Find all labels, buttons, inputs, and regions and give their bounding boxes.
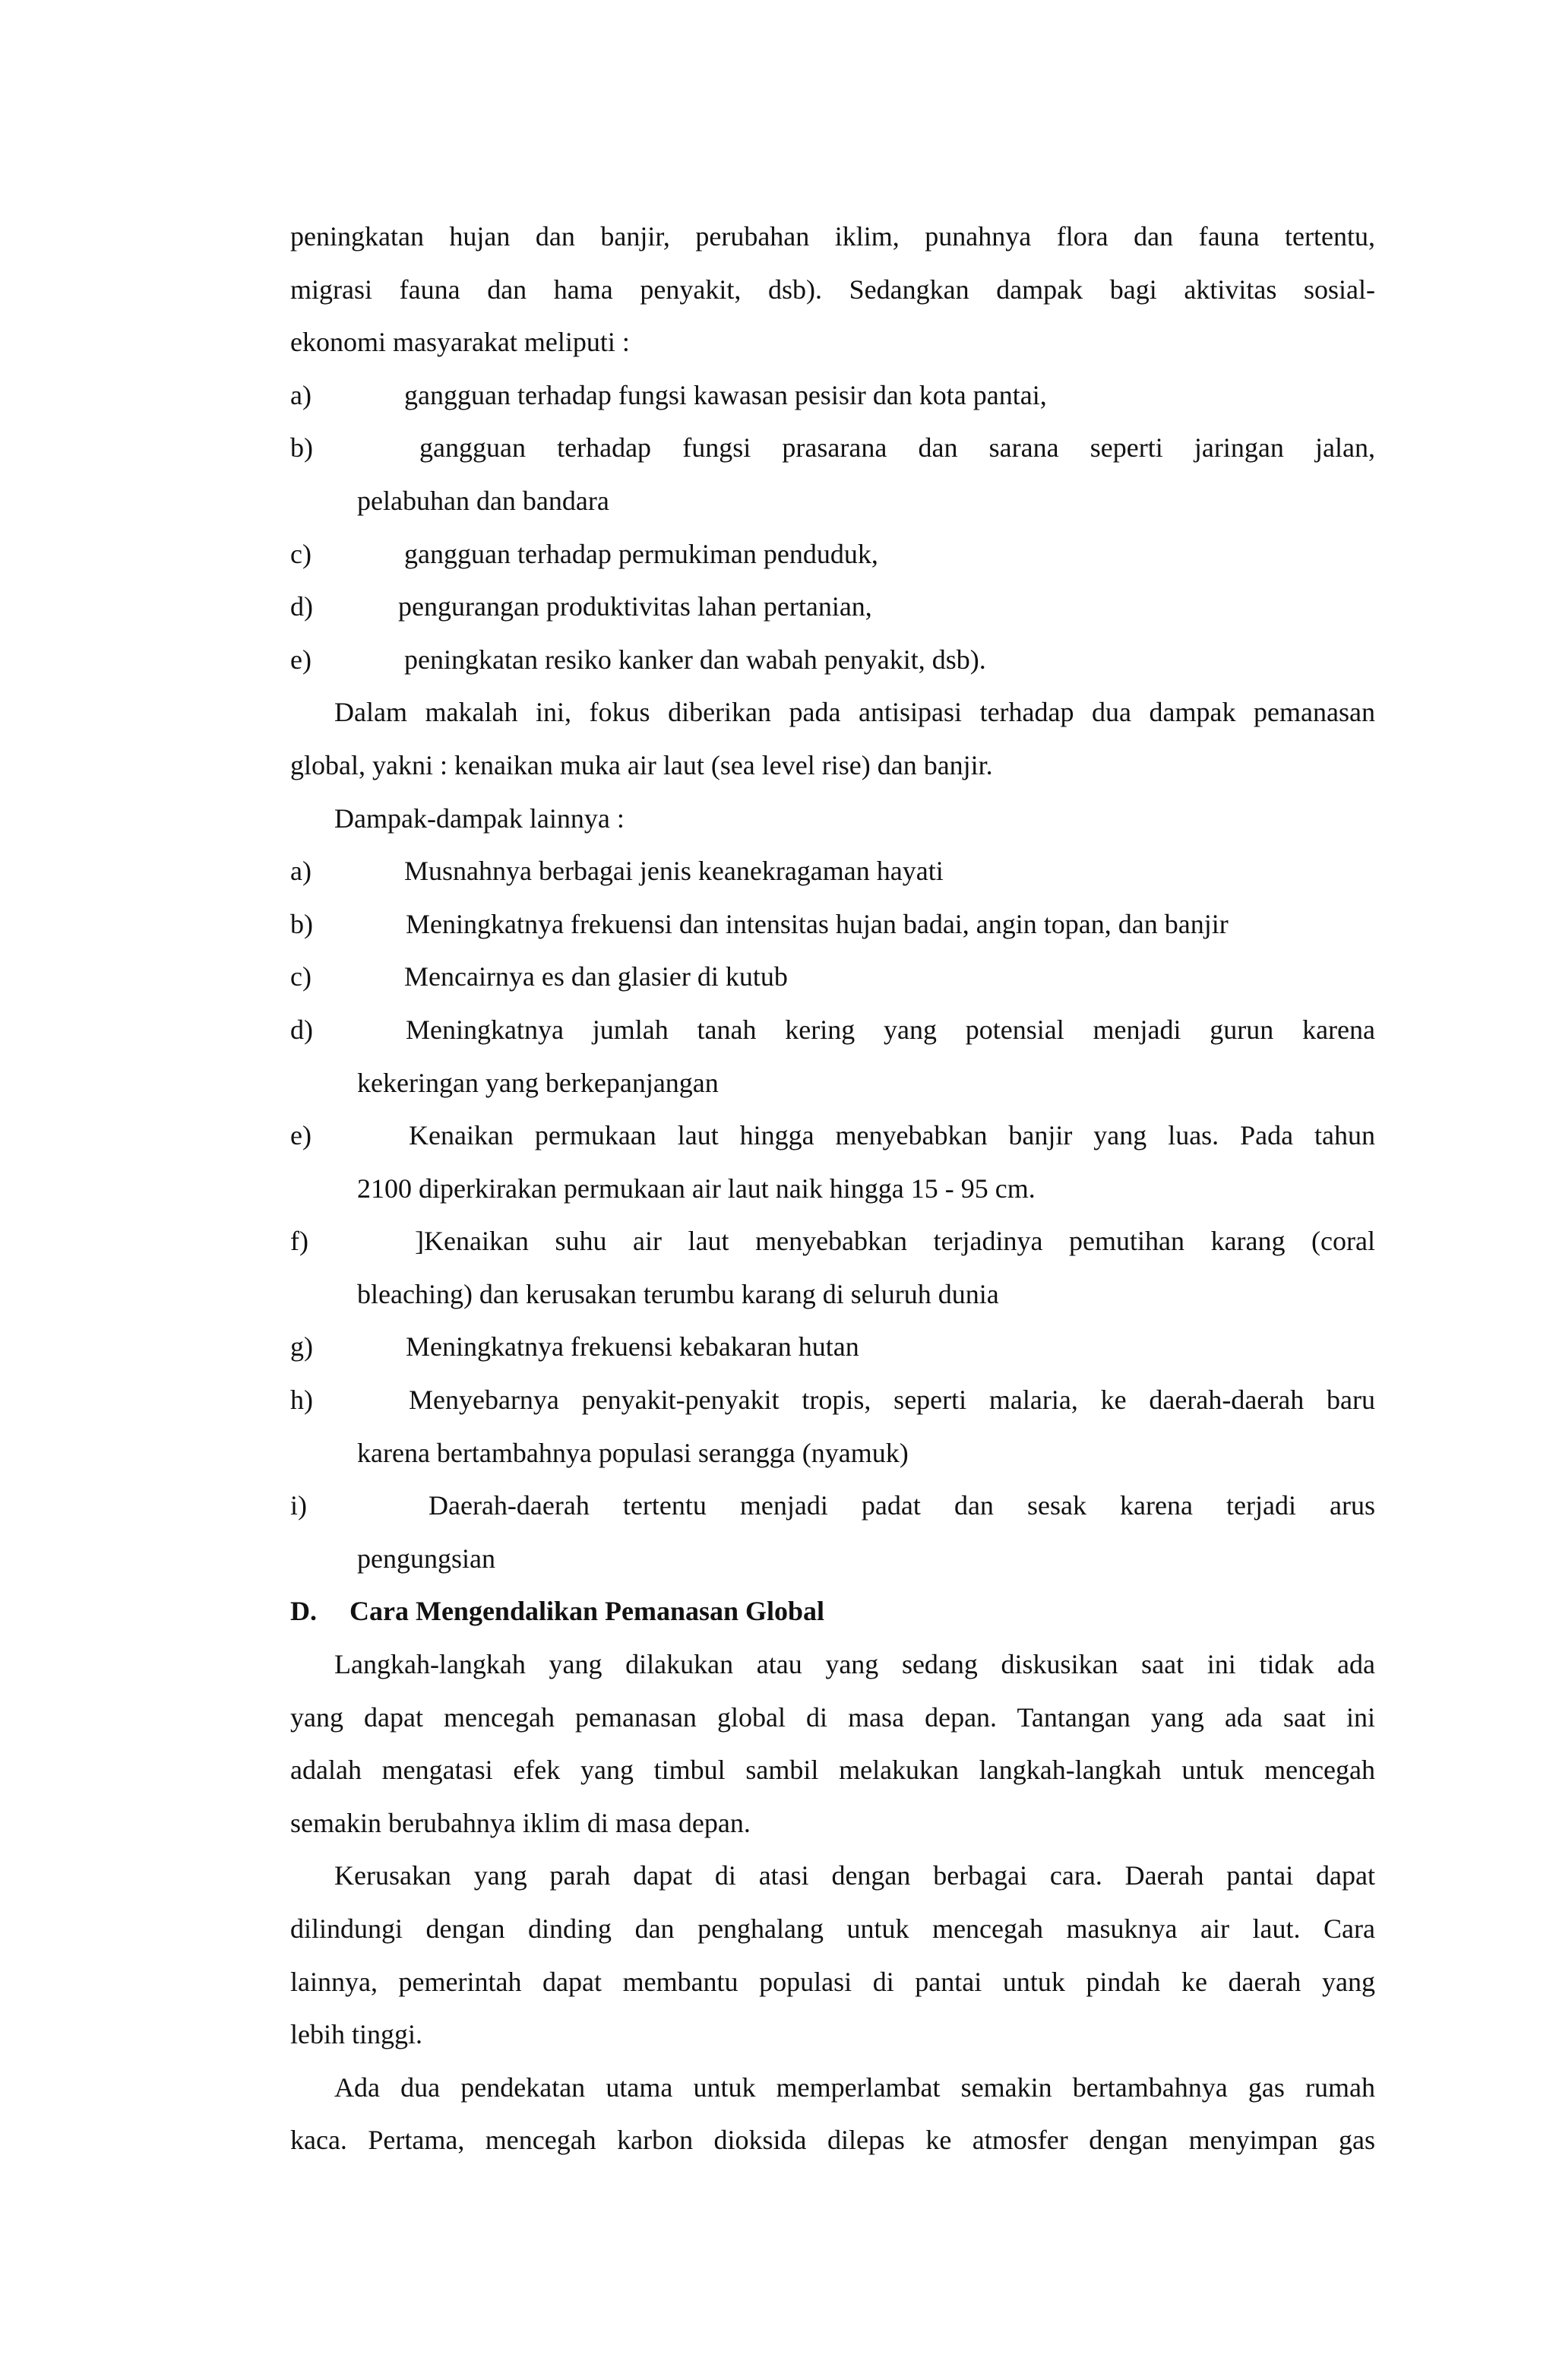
text-line: lebih tinggi. (290, 2019, 422, 2050)
list-item-text: Kenaikan permukaan laut hingga menyebabkan banjir yang luas. Pada tahun (409, 1120, 1375, 1151)
list-item-continuation: pengungsian (357, 1543, 495, 1574)
list-item (290, 898, 1375, 951)
list-item-text: Mencairnya es dan glasier di kutub (404, 961, 788, 992)
list-item (290, 951, 1375, 1004)
list-item (290, 1004, 1375, 1057)
list-item-text: Meningkatnya jumlah tanah kering yang potensial menjadi gurun karena (406, 1014, 1375, 1045)
list-marker: c) (290, 538, 312, 569)
text-line: lainnya, pemerintah dapat membantu populasi di pantai untuk pindah ke daerah yang (290, 1966, 1375, 1997)
text-line: Langkah-langkah yang dilakukan atau yang sedang diskusikan saat ini tidak ada (334, 1649, 1375, 1680)
list-item-text: peningkatan resiko kanker dan wabah penyakit, dsb). (404, 644, 986, 675)
list-item (290, 634, 1375, 687)
text-line: yang dapat mencegah pemanasan global di masa depan. Tantangan yang ada saat ini (290, 1701, 1375, 1733)
list-marker: a) (290, 856, 312, 887)
list-item (290, 1480, 1375, 1533)
text-line: Dalam makalah ini, fokus diberikan pada antisipasi terhadap dua dampak pemanasan (334, 697, 1375, 728)
list-item (290, 1374, 1375, 1427)
list-item (290, 1109, 1375, 1163)
list-marker: b) (290, 432, 313, 464)
document-page (290, 210, 1375, 2167)
list-marker: b) (290, 908, 313, 939)
list-marker: i) (290, 1490, 307, 1521)
section-marker: D. (290, 1596, 317, 1627)
list-item-continuation: bleaching) dan kerusakan terumbu karang di seluruh dunia (357, 1278, 999, 1309)
list-item (290, 845, 1375, 898)
list-item-continuation: karena bertambahnya populasi serangga (nyamuk) (357, 1437, 909, 1468)
list-item-text: Meningkatnya frekuensi dan intensitas hujan badai, angin topan, dan banjir (406, 908, 1229, 939)
list-item (290, 369, 1375, 423)
list-item-text: Menyebarnya penyakit-penyakit tropis, seperti malaria, ke daerah-daerah baru (409, 1385, 1375, 1416)
list-item-continuation: pelabuhan dan bandara (357, 485, 609, 516)
list-item (290, 581, 1375, 634)
list-item-text: gangguan terhadap fungsi kawasan pesisir dan kota pantai, (404, 379, 1047, 410)
list-item-text: gangguan terhadap permukiman penduduk, (404, 538, 878, 569)
focus-paragraph (290, 686, 1375, 792)
damage-paragraph (290, 1850, 1375, 2061)
approach-paragraph (290, 2062, 1375, 2167)
other-impacts-list (290, 845, 1375, 1585)
list-marker: h) (290, 1385, 313, 1416)
list-marker: e) (290, 1120, 312, 1151)
text-line: adalah mengatasi efek yang timbul sambil melakukan langkah-langkah untuk mencegah (290, 1755, 1375, 1786)
list-item-text: Musnahnya berbagai jenis keanekragaman hayati (404, 856, 944, 887)
list-item (290, 422, 1375, 475)
list-item-text: Daerah-daerah tertentu menjadi padat dan sesak karena terjadi arus (429, 1490, 1375, 1521)
text-line: ekonomi masyarakat meliputi : (290, 327, 630, 358)
section-heading (290, 1585, 1375, 1638)
socioeconomic-impact-list (290, 369, 1375, 687)
list-marker: a) (290, 379, 312, 410)
list-item-continuation: 2100 diperkirakan permukaan air laut naik hingga 15 - 95 cm. (357, 1173, 1036, 1204)
section-title: Cara Mengendalikan Pemanasan Global (349, 1596, 825, 1627)
list-marker: d) (290, 1014, 313, 1045)
text-line: semakin berubahnya iklim di masa depan. (290, 1807, 751, 1838)
list-item-text: pengurangan produktivitas lahan pertanian, (398, 591, 872, 622)
steps-paragraph (290, 1638, 1375, 1850)
text-line: Ada dua pendekatan utama untuk memperlambat semakin bertambahnya gas rumah (334, 2071, 1375, 2103)
list-item-text: Meningkatnya frekuensi kebakaran hutan (406, 1331, 859, 1362)
list-item-continuation: kekeringan yang berkepanjangan (357, 1067, 719, 1098)
list-item (290, 1215, 1375, 1268)
list-marker: f) (290, 1226, 308, 1257)
list-item (290, 528, 1375, 581)
intro-paragraph (290, 210, 1375, 369)
text-line: peningkatan hujan dan banjir, perubahan iklim, punahnya flora dan fauna tertentu, (290, 221, 1375, 252)
list-item-text: ]Kenaikan suhu air laut menyebabkan terjadinya pemutihan karang (coral (415, 1226, 1375, 1257)
list-item-text: gangguan terhadap fungsi prasarana dan sarana seperti jaringan jalan, (419, 432, 1375, 464)
text-line: dilindungi dengan dinding dan penghalang untuk mencegah masuknya air laut. Cara (290, 1913, 1375, 1944)
list-marker: e) (290, 644, 312, 675)
text-line: global, yakni : kenaikan muka air laut (sea level rise) dan banjir. (290, 749, 993, 780)
other-impacts-label: Dampak-dampak lainnya : (334, 802, 625, 834)
text-line: migrasi fauna dan hama penyakit, dsb). Sedangkan dampak bagi aktivitas sosial- (290, 274, 1375, 305)
text-line: kaca. Pertama, mencegah karbon dioksida dilepas ke atmosfer dengan menyimpan gas (290, 2125, 1375, 2156)
list-marker: d) (290, 591, 313, 622)
list-marker: g) (290, 1331, 313, 1362)
text-line: Kerusakan yang parah dapat di atasi dengan berbagai cara. Daerah pantai dapat (334, 1860, 1375, 1891)
list-item (290, 1321, 1375, 1374)
list-marker: c) (290, 961, 312, 992)
